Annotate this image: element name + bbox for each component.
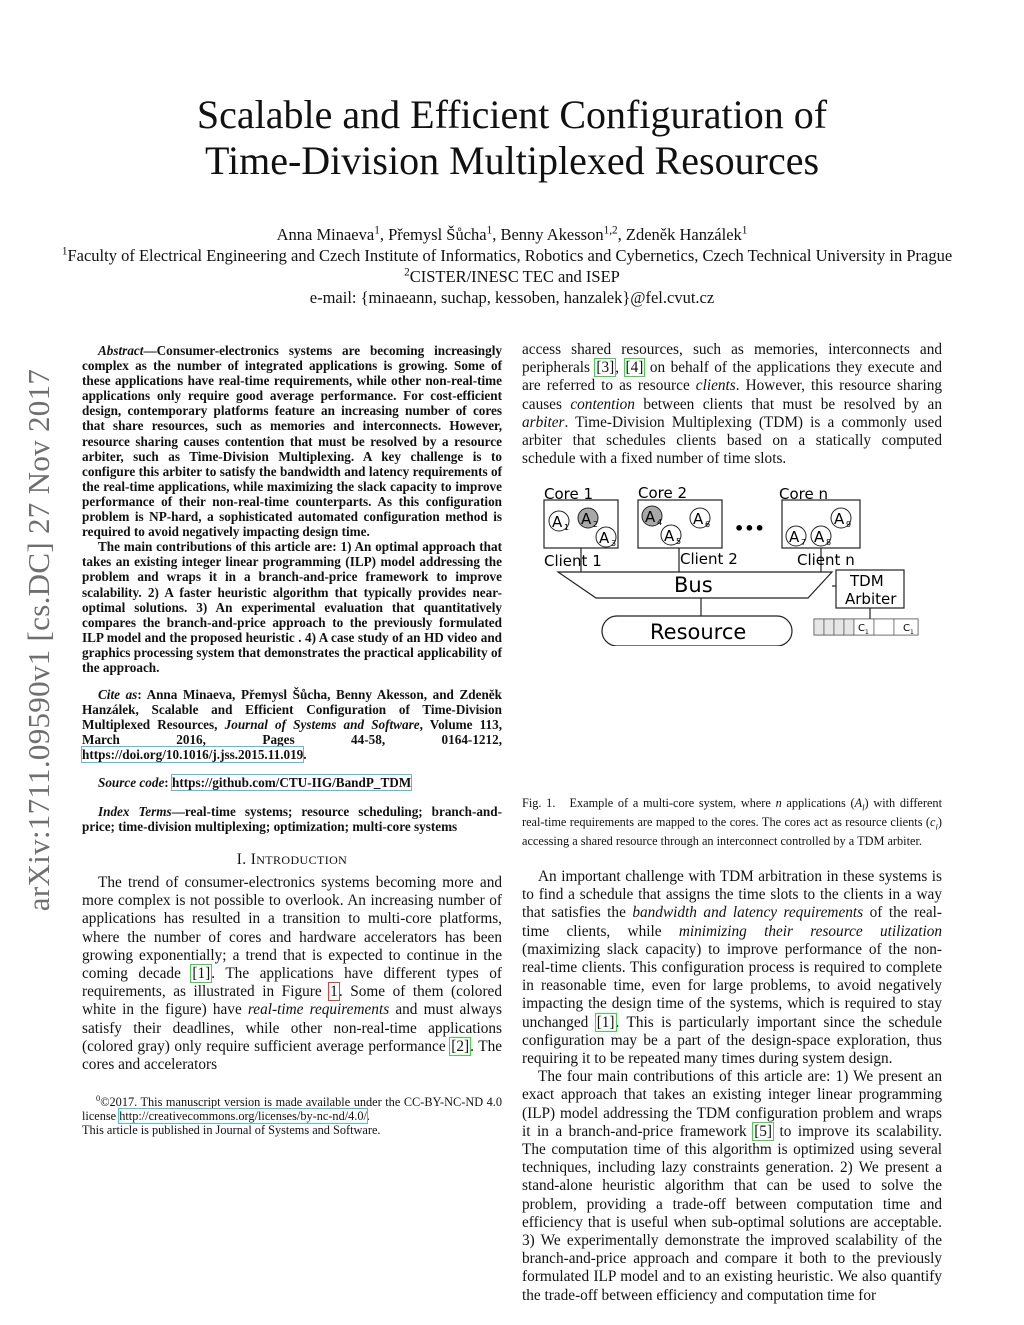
app-a9 [831,508,851,529]
citation-link[interactable]: [3] [596,359,615,377]
abstract-text: —Consumer-electronics systems are becoming increasingly complex as the number of integrated applications is growing. Some of these applications have real-time requirements, while other non-real-time applications only require good average performance. For cost-efficient design, contemporary platforms feature an increasing number of cores that share resources, such as memories and interconnects. However, resource sharing causes contention that must be resolved by a resource arbiter, such as Time-Division Multiplexing. A key challenge is to configure this arbiter to satisfy the bandwidth and latency requirements of the real-time applications, while maximizing the slack capacity to improve performance of their non-real-time counterparts. As this configuration problem is NP-hard, a sophisticated automated configuration method is required to avoid negatively impacting design time. [82,343,502,540]
left-column [82,343,502,1137]
footnote-line-2: This article is published in Journal of Systems and Software. [82,1123,381,1138]
intro-text: and must always satisfy their deadlines, while other non-real-time applications (colored gray) only require sufficient average performance [82,1001,502,1055]
app-index: 1 [564,523,570,532]
intro-text: . Some of them (colored white in the figure) have [82,983,502,1019]
ellipsis: ••• [734,519,765,538]
intro-text: . The cores and accelerators [82,1037,503,1074]
cite-as [82,687,502,762]
arbiter-label: Arbiter [845,590,897,608]
bus-label: Bus [674,573,713,597]
author-name: Anna Minaeva [276,225,375,244]
affil-text: CISTER/INESC TEC and ISEP [409,267,620,286]
arxiv-stamp [14,330,64,950]
abstract-contributions: The main contributions of this article are: 1) An optimal approach that takes an existing integer linear programming (ILP) model addressing the problem and wraps it in a branch-and-price framework to improve scalability. 2) A faster heuristic algorithm that typically provides near-optimal solutions. 3) An experimental evaluation that quantitatively compares the branch-and-price approach to the previously formulated ILP model and the proposed heuristic . 4) A case study of an HD video and graphics processing system that demonstrates the practical applicability of the approach. [82,539,502,675]
footnote [82,1095,502,1137]
footnote-mark: 0 [96,1094,101,1104]
cite-end: . [303,747,307,763]
license-link[interactable]: http://creativecommons.org/licenses/by-nc-nd/4.0/ [119,1109,367,1124]
caption-math-sub: i [935,821,938,832]
app-letter: A [581,510,592,528]
caption-text: applications ( [781,796,855,811]
source-sep: : [164,774,172,790]
body-text: between clients that must be resolved by an [634,395,942,413]
core-2-label: Core 2 [638,484,688,502]
app-index: 7 [801,538,807,547]
citation-link[interactable]: [1] [596,1013,615,1031]
tdm-slot [874,619,894,635]
footnote-text: ©2017. This manuscript version is made available under the CC-BY-NC-ND 4.0 license [82,1095,502,1124]
app-index: 6 [705,520,711,529]
app-letter: A [834,510,845,528]
citation-link[interactable]: [1] [192,965,211,983]
body-emphasis: bandwidth and latency requirements [632,904,864,922]
slot-label: C [903,623,910,634]
app-index: 8 [826,538,832,547]
slot-label: C [858,623,865,634]
intro-continued-paragraph [522,341,942,468]
arxiv-id: arXiv:1711.09590v1 [cs.DC] 27 Nov 2017 [21,368,56,912]
body-text: . However, this resource sharing causes [522,377,942,413]
intro-emphasis: real-time requirements [247,1001,390,1019]
section-heading-introduction [82,851,502,869]
citation-link[interactable]: [2] [451,1037,470,1055]
body-text: . This is particularly important since the schedule configuration may be a part of the design-space exploration, thus requiring it to be repeated many times during system design. [522,1013,942,1067]
author-sup: 1 [741,224,748,237]
caption-text: ) accessing a shared resource through an interconnect controlled by a TDM arbiter. [522,815,942,848]
affiliation-2 [0,266,1024,287]
body-emphasis: contention [570,395,635,413]
app-a2 [578,508,598,529]
app-index: 9 [846,520,852,529]
author-name: Benny Akesson [500,225,604,244]
section-number: I. [236,850,251,868]
caption-math: A [854,796,863,811]
core-1-label: Core 1 [544,485,594,503]
app-letter: A [664,527,675,545]
body-text: to improve its scalability. The computation time of this algorithm is optimized using several techniques, including lazy constraints generation. 2) We present a stand-alone heuristic algorithm that can be used to solve the problem, providing a trade-off between computation time and efficiency that is useful when sub-optimal solutions are acceptable. 3) We experimentally demonstrate the improved scalability of the branch-and-price approach and compare it both to the previously formulated ILP model and to an existing heuristic. We also quantify the trade-off between efficiency and computation time for [522,1122,942,1304]
app-a7 [786,526,806,547]
cite-journal: Journal of Systems and Software [224,717,420,733]
client-n-label: Client n [797,551,855,569]
author-name: Zdeněk Hanzálek [625,225,742,244]
title-line-1: Scalable and Efficient Configuration of [196,92,828,137]
footnote-line-1 [82,1095,502,1123]
resource-label: Resource [650,620,747,644]
body-text: An important challenge with TDM arbitration in these systems is to find a schedule that assigns the time slots to the clients in a way that satisfies the [522,867,942,922]
section-first-letter: I [250,850,257,868]
affil-sup: 2 [404,266,410,279]
intro-paragraph [82,874,502,1074]
body-text: , [615,359,625,377]
core-n-label: Core n [779,485,828,503]
body-emphasis: arbiter [522,413,565,431]
affil-sup: 1 [61,245,68,258]
figure-1-diagram [538,476,934,646]
client-2-label: Client 2 [680,550,738,568]
tdm-slot [844,619,854,635]
affiliation-1 [0,245,1024,266]
app-letter: A [693,510,704,528]
index-terms-text: —real-time systems; resource scheduling; branch-and-price; time-division multiplexing; optimization; multi-core systems [82,803,502,834]
app-a8 [811,526,831,547]
intro-text: The trend of consumer-electronics systems becoming more and more complex is not possible to overlook. An increasing number of applications has resulted in a transition to multi-core platforms, where the number of cores and hardware accelerators has been growing exponentially; a trend that is expected to continue in the coming decade [82,874,502,983]
caption-math: c [930,815,936,830]
source-code [82,775,502,790]
section-title-rest: NTRODUCTION [256,852,348,867]
body-text: of the real-time clients, while [522,904,943,940]
cite-text-2: , Volume 113, March 2016, Pages 44-58, 0164-1212, [82,717,503,748]
author-names: Anna Minaeva$^1$, Přemysl Šůcha$^1$, Benny Akesson$^{1,2}$, Zdeněk Hanzálek$^1$ [276,224,748,244]
source-code-link[interactable]: https://github.com/CTU-IIG/BandP_TDM [172,774,412,790]
caption-math: n [775,796,782,811]
app-a5 [661,525,681,546]
author-name: Přemysl Šůcha [388,225,487,244]
body-emphasis: minimizing their resource utilization [678,922,943,940]
index-terms [82,804,502,834]
body-text: . Time-Division Multiplexing (TDM) is a commonly used arbiter that schedules clients based on a statically computed schedule with a fixed number of time slots. [522,413,942,468]
client-1-label: Client 1 [544,552,602,570]
cite-text: : Anna Minaeva, Přemysl Šůcha, Benny Akesson, and Zdeněk Hanzálek, Scalable and Efficient Configuration of Time-Division Multiplexed Resources, [82,687,502,733]
contributions-paragraph [522,1068,942,1305]
paper-title [0,92,1024,184]
slot-label-sub: 1 [865,629,869,636]
author-sup: 1 [486,224,493,237]
intro-text: . The applications have different types of requirements, as illustrated in Figure [82,965,502,1001]
app-letter: A [552,513,563,531]
app-index: 4 [657,518,663,527]
app-letter: A [645,508,656,526]
app-letter: A [789,528,800,546]
tdm-slot [834,619,844,635]
author-sup: 1 [374,224,380,237]
author-email: e-mail: {minaeann, suchap, kessoben, hanzalek}@fel.cvut.cz [309,288,715,307]
body-text: The four main contributions of this article are: 1) We present an exact approach that takes an existing integer linear programming (ILP) model addressing the TDM configuration problem and wraps it in a branch-and-price framework [522,1068,942,1140]
caption-text: Example of a multi-core system, where [569,796,776,811]
app-index: 3 [611,539,617,548]
footnote-text: . [366,1109,370,1124]
body-emphasis: clients [695,377,736,395]
figure-caption [522,796,942,848]
tdm-slot [824,619,834,635]
app-a1 [549,511,569,532]
challenge-paragraph [522,868,942,1068]
tdm-slot-table [814,619,918,636]
caption-math-sub: l [862,802,865,813]
body-text: (maximizing slack capacity) to improve performance of the non-real-time clients. This configuration process is required to complete in reasonable time, even for large problems, to avoid negatively impacting the design time of the systems, which is required to stay unchanged [522,940,942,1031]
app-a3 [596,527,616,548]
cite-label: Cite as [98,687,138,703]
abstract-label: Abstract [98,343,144,358]
title-line-2: Time-Division Multiplexed Resources [204,138,820,183]
tdm-label: TDM [850,572,884,590]
body-text: access shared resources, such as memories, interconnects and peripherals [522,341,942,377]
abstract [82,343,502,539]
tdm-slot [814,619,824,635]
body-text: on behalf of the applications they execute and are referred to as resource [522,359,942,395]
app-index: 2 [593,520,599,529]
source-label: Source code [98,774,165,790]
index-terms-label: Index Terms [98,803,172,819]
affil-text: Faculty of Electrical Engineering and Czech Institute of Informatics, Robotics and Cybernetics, Czech Technical University in Prague [67,246,953,265]
citation-link[interactable]: [5] [754,1122,773,1140]
author-block [0,224,1024,308]
app-index: 5 [676,537,682,546]
author-sup: 1,2 [603,224,618,237]
slot-label-sub: 1 [910,629,914,636]
caption-text: ) with different real-time requirements are mapped to the cores. The cores act as resource clients ( [522,796,942,830]
caption-label: Fig. 1. [522,796,556,811]
app-a4 [642,506,662,527]
citation-link[interactable]: [4] [625,359,644,377]
app-a6 [690,508,710,529]
app-letter: A [599,529,610,547]
figure-link[interactable]: 1 [330,983,338,1001]
doi-link[interactable]: https://doi.org/10.1016/j.jss.2015.11.019 [82,747,304,763]
app-letter: A [814,528,825,546]
